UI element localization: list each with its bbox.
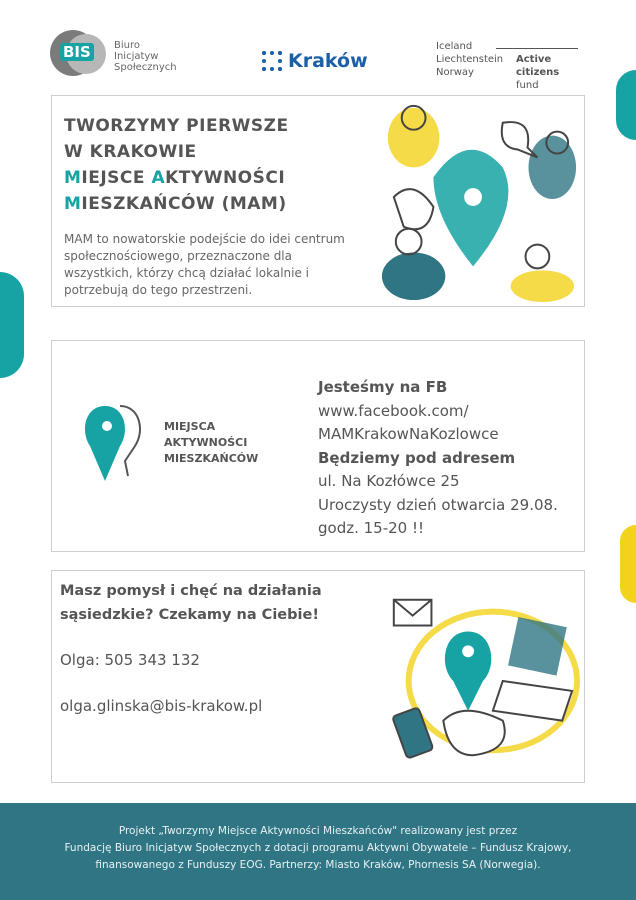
footer xyxy=(0,803,636,900)
title-line: MIESZKAŃCÓW (MAM) xyxy=(64,194,287,214)
eea-skyline-line xyxy=(496,48,578,49)
active-citizens-fund xyxy=(516,53,581,92)
footer-line: Projekt „Tworzymy Miejsce Aktywności Mieszkańców" realizowany jest przez xyxy=(118,825,518,837)
info-box xyxy=(51,340,585,552)
krakow-emblem-icon xyxy=(262,51,282,71)
intro-box xyxy=(51,95,585,307)
bis-mark: BIS xyxy=(60,43,94,61)
bis-text xyxy=(114,40,177,73)
mam-logo-line: AKTYWNOŚCI xyxy=(164,436,248,449)
address-heading: Będziemy pod adresem xyxy=(318,448,516,467)
title-line: W KRAKOWIE xyxy=(64,142,197,162)
mam-pin-logo-icon xyxy=(80,401,150,486)
contact-email[interactable]: olga.glinska@bis-krakow.pl xyxy=(60,697,263,715)
contact-heading xyxy=(60,579,322,627)
contact-heading-line: sąsiedzkie? Czekamy na Ciebie! xyxy=(60,607,319,623)
address: ul. Na Kozłówce 25 xyxy=(318,472,460,490)
fund-text: fund xyxy=(516,80,539,91)
krakow-logo xyxy=(262,50,368,72)
bis-text-line: Inicjatyw xyxy=(114,51,159,62)
title-line: TWORZYMY PIERWSZE xyxy=(64,116,289,136)
intro-title xyxy=(64,113,289,217)
mam-logo-line: MIESZKAŃCÓW xyxy=(164,452,259,465)
eea-country: Liechtenstein xyxy=(436,54,504,65)
eea-logo xyxy=(436,40,581,91)
contact-phone[interactable]: Olga: 505 343 132 xyxy=(60,651,200,669)
bis-logo xyxy=(50,30,180,82)
eea-country: Norway xyxy=(436,67,474,78)
eea-country: Iceland xyxy=(436,41,473,52)
fund-text: citizens xyxy=(516,67,560,78)
krakow-text: Kraków xyxy=(288,50,368,72)
contact-heading-line: Masz pomysł i chęć na działania xyxy=(60,583,322,599)
fb-url[interactable]: MAMKrakowNaKozlowce xyxy=(318,425,499,443)
opening-date: Uroczysty dzień otwarcia 29.08. xyxy=(318,495,558,514)
decor-circle-teal-right xyxy=(616,70,636,140)
bis-text-line: Społecznych xyxy=(114,62,177,73)
title-line: MIEJSCE AKTYWNOŚCI xyxy=(64,168,286,188)
decor-circle-teal-left xyxy=(0,272,24,378)
bis-text-line: Biuro xyxy=(114,40,140,51)
fb-url[interactable]: www.facebook.com/ xyxy=(318,401,469,420)
fund-text: Active xyxy=(516,54,552,65)
mam-logo-text xyxy=(164,419,258,467)
mam-logo-line: MIEJSCA xyxy=(164,420,216,433)
decor-circle-yellow-right xyxy=(620,525,636,603)
contact-box xyxy=(51,570,585,783)
footer-line: Fundację Biuro Inicjatyw Społecznych z dotacji programu Aktywni Obywatele – Fundusz Krajowy, xyxy=(64,842,572,854)
info-text xyxy=(318,376,580,541)
opening-hours: godz. 15-20 !! xyxy=(318,519,425,537)
intro-description: MAM to nowatorskie podejście do idei centrum społecznościowego, przeznaczone dla wszystkich, którzy chcą działać lokalnie i potrzebują do tego przestrzeni. xyxy=(64,232,345,297)
people-illustration xyxy=(374,98,582,304)
fb-heading: Jesteśmy na FB xyxy=(318,378,448,396)
communication-illustration xyxy=(374,581,582,776)
footer-line: finansowanego z Funduszy EOG. Partnerzy: Miasto Kraków, Phornesis SA (Norwegia). xyxy=(95,859,541,871)
